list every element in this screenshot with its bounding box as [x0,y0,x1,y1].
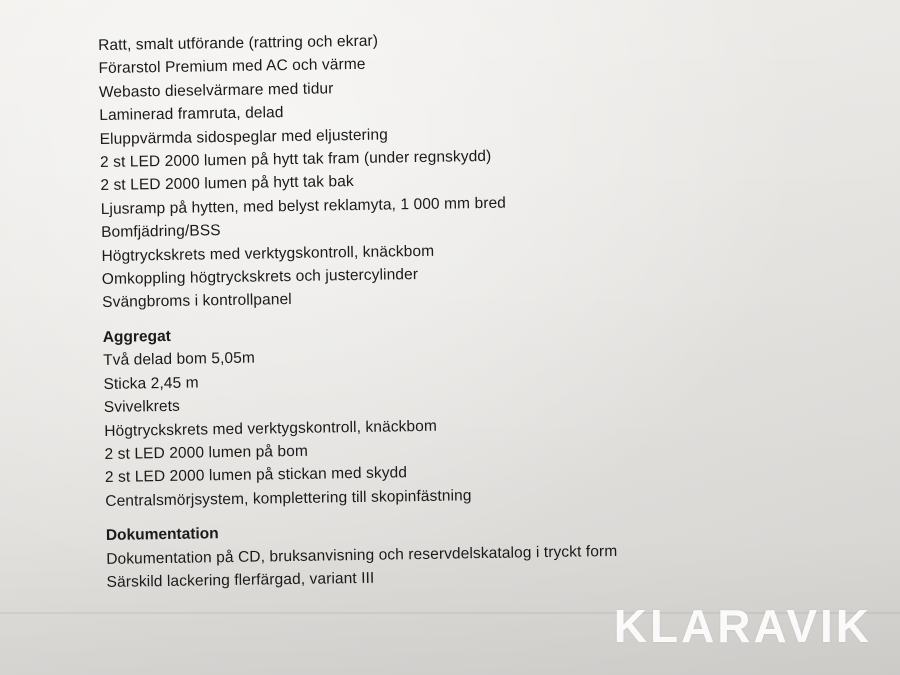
aggregat-section [103,314,866,513]
list-item: Omkoppling högtryckskrets och justercylinder [101,266,419,289]
list-item: Ratt, smalt utförande (rattring och ekrar) [98,32,379,54]
list-item: Centralsmörjsystem, komplettering till skopinfästning [105,486,472,510]
list-item: Eluppvärmda sidospeglar med eljustering [99,126,388,148]
list-item: 2 st LED 2000 lumen på bom [104,442,309,463]
list-item: Högtryckskrets med verktygskontroll, knäckbom [101,242,435,265]
list-item: Två delad bom 5,05m [102,349,256,370]
section-heading: Aggregat [102,327,171,346]
list-item: Svängbroms i kontrollpanel [102,291,292,312]
list-item: 2 st LED 2000 lumen på stickan med skydd [104,464,408,487]
intro-section [98,22,862,315]
list-item: 2 st LED 2000 lumen på hytt tak fram (under regnskydd) [99,147,492,172]
dokumentation-section [106,512,867,594]
list-item: Förarstol Premium med AC och värme [98,56,366,78]
list-item: Ljusramp på hytten, med belyst reklamyta, 1 000 mm bred [100,194,507,218]
section-heading: Dokumentation [105,525,219,545]
equipment-list [98,22,867,594]
list-item: Särskild lackering flerfärgad, variant III [106,569,375,591]
list-item: Högtryckskrets med verktygskontroll, knäckbom [104,417,438,440]
list-item: Webasto dieselvärmare med tidur [98,80,334,101]
list-item: Dokumentation på CD, bruksanvisning och reservdelskatalog i tryckt form [106,542,618,568]
list-item: 2 st LED 2000 lumen på hytt tak bak [100,173,354,195]
list-item: Bomfjädring/BSS [100,222,221,242]
klaravik-watermark: KLARAVIK [613,600,872,652]
list-item: Laminerad framruta, delad [99,104,284,125]
list-item: Svivelkrets [103,397,181,417]
list-item: Sticka 2,45 m [103,374,199,393]
